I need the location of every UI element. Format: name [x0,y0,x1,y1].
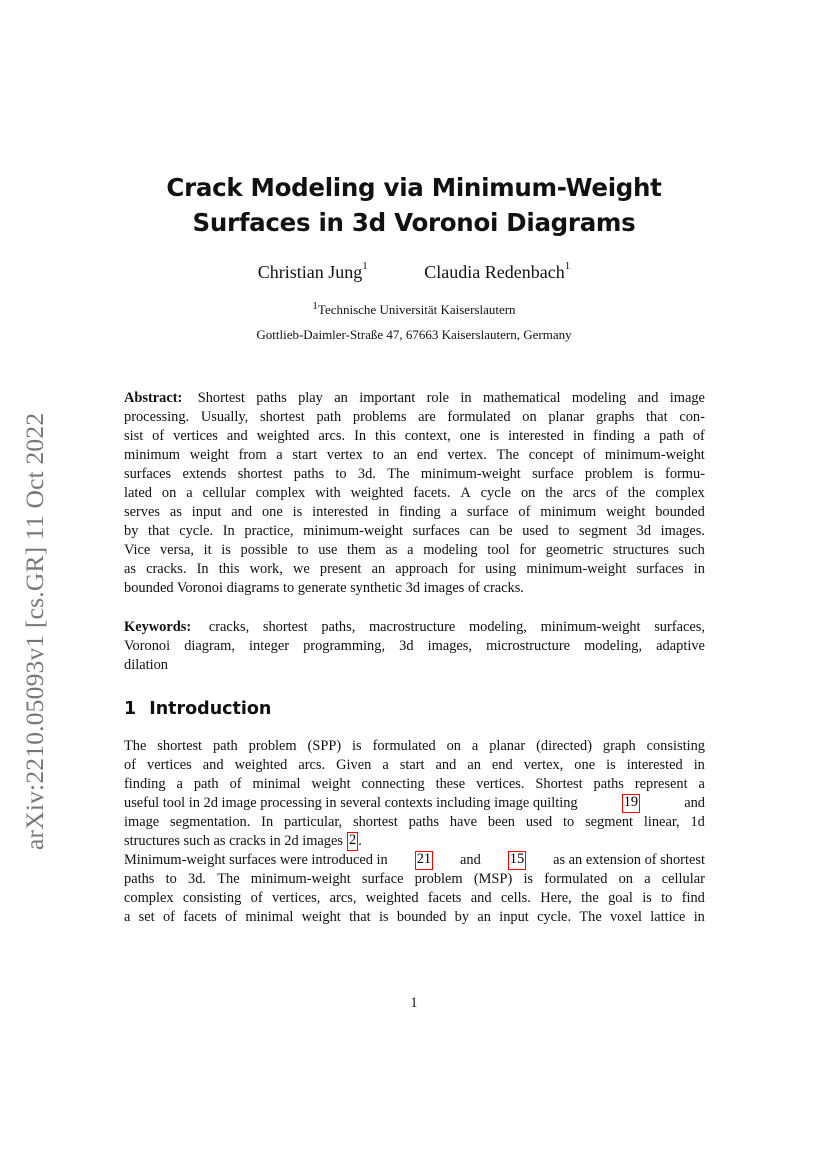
citation-link[interactable]: 19 [622,794,640,813]
institution-name: Technische Universität Kaiserslautern [317,302,516,317]
abstract-line: surfaces extends shortest paths to 3d. The minimum-weight surface problem is formu- [124,466,705,482]
citation-link[interactable]: 21 [415,851,433,870]
keywords [124,618,705,675]
paper-title [124,170,704,240]
keywords-line: dilation [124,657,168,673]
abstract-line: minimum weight from a start vertex to an end vertex. The concept of minimum-weight [124,447,705,463]
intro-line: structures such as cracks in 2d images 2 . [124,832,362,849]
affiliation-mark: 1 [362,260,368,272]
title-line-2: Surfaces in 3d Voronoi Diagrams [192,208,636,237]
intro-line: finding a path of minimal weight connecting these vertices. Shortest paths represent a [124,776,705,792]
intro-line: complex consisting of vertices, arcs, weighted facets and cells. Here, the goal is to find [124,890,705,906]
keywords-line: Keywords: cracks, shortest paths, macrostructure modeling, minimum-weight surfaces, [124,619,705,635]
intro-line: image segmentation. In particular, shortest paths have been used to segment linear, 1d [124,814,705,830]
arxiv-id-text: arXiv:2210.05093v1 [cs.GR] 11 Oct 2022 [20,412,49,850]
intro-line: of vertices and weighted arcs. Given a start and an end vertex, one is interested in [124,757,705,773]
citation-link[interactable]: 15 [508,851,526,870]
intro-line: a set of facets of minimal weight that is bounded by an input cycle. The voxel lattice in [124,909,705,925]
page-number: 1 [410,995,418,1011]
abstract [124,389,705,598]
affiliation-address: Gottlieb-Daimler-Straße 47, 67663 Kaiserslautern, Germany [256,327,572,342]
intro-line: useful tool in 2d image processing in several contexts including image quilting 19 and [124,794,705,811]
abstract-line: by that cycle. In practice, minimum-weight surfaces can be used to segment 3d images. [124,523,705,539]
citation-link[interactable]: 2 [347,832,358,851]
abstract-line: sist of vertices and weighted arcs. In this context, one is interested in finding a path of [124,428,705,444]
author-1 [258,262,368,283]
affiliation-mark: 1 [312,300,318,312]
abstract-label: Abstract: [124,390,183,406]
abstract-line: Vice versa, it is possible to use them as a modeling tool for geometric structures such [124,542,705,558]
section-title: Introduction [149,699,272,719]
keywords-label: Keywords: [124,619,192,635]
abstract-line: serves as input and one is interested in finding a surface of minimum weight bounded [124,504,705,520]
intro-line: paths to 3d. The minimum-weight surface problem (MSP) is formulated on a cellular [124,871,705,887]
author-name: Christian Jung [257,262,363,282]
abstract-line: as cracks. In this work, we present an approach for using minimum-weight surfaces in [124,561,705,577]
affiliation-institution [124,302,704,318]
author-list [124,262,704,283]
section-number: 1 [124,699,137,719]
keywords-line: Voronoi diagram, integer programming, 3d images, microstructure modeling, adaptive [124,638,705,654]
intro-line: Minimum-weight surfaces were introduced in 21 and 15 as an extension of shortest [124,851,705,868]
abstract-line: bounded Voronoi diagrams to generate synthetic 3d images of cracks. [124,580,524,596]
introduction-body [124,737,705,927]
abstract-line: Abstract: Shortest paths play an important role in mathematical modeling and image [124,390,705,406]
intro-line: The shortest path problem (SPP) is formulated on a planar (directed) graph consisting [124,738,705,754]
abstract-line: processing. Usually, shortest path problems are formulated on planar graphs that con- [124,409,705,425]
arxiv-identifier-stamp [12,365,52,850]
author-2 [424,262,570,283]
abstract-line: lated on a cellular complex with weighted facets. A cycle on the arcs of the complex [124,485,705,501]
title-line-1: Crack Modeling via Minimum-Weight [166,173,662,202]
affiliation-mark: 1 [564,260,571,272]
author-name: Claudia Redenbach [424,262,565,282]
section-heading-introduction [124,699,271,719]
